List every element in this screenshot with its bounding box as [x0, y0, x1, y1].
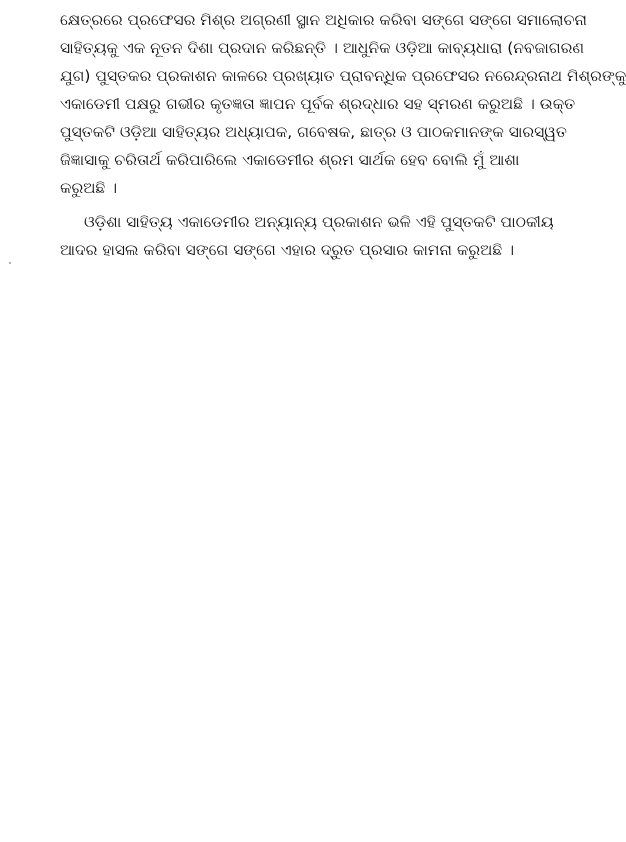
paragraph-2 [60, 208, 554, 264]
text-line: ଆଦର ହାସଲ କରିବା ସଙ୍ଗେ ସଙ୍ଗେ ଏହାର ଦ୍ରୁତ ପ୍ରସାର କାମନା କରୁଅଛି । [60, 241, 515, 259]
text-line: ଓଡ଼ିଶା ସାହିତ୍ୟ ଏକାଡେମୀର ଅନ୍ୟାନ୍ୟ ପ୍ରକାଶନ ଭଳି ଏହି ପୁସ୍ତକଟି ପାଠକୀୟ [84, 213, 554, 231]
text-line: ଜିଜ୍ଞାସାକୁ ଚରିତାର୍ଥ କରିପାରିଲେ ଏକାଡେମୀର ଶ୍ରମ ସାର୍ଥକ ହେବ ବୋଲି ମୁଁ ଆଶା [60, 151, 520, 169]
margin-speck [9, 262, 11, 264]
text-line: ଏକାଡେମୀ ପକ୍ଷରୁ ଗଭୀର କୃତଜ୍ଞତା ଜ୍ଞାପନ ପୂର୍ବକ ଶ୍ରଦ୍ଧାର ସହ ସ୍ମରଣ କରୁଅଛି । ଉକ୍ତ [60, 95, 576, 113]
text-line: କରୁଅଛି । [60, 179, 118, 197]
paragraph-1 [60, 6, 626, 202]
body-text [60, 6, 626, 264]
text-line: ଯୁଗ) ପୁସ୍ତକର ପ୍ରକାଶନ କାଳରେ ପ୍ରଖ୍ୟାତ ପ୍ରାବନ୍ଧିକ ପ୍ରଫେସର ନରେନ୍ଦ୍ରନାଥ ମିଶ୍ରଙ୍କୁ [60, 67, 626, 85]
text-line: ପୁସ୍ତକଟି ଓଡ଼ିଆ ସାହିତ୍ୟର ଅଧ୍ୟାପକ, ଗବେଷକ, ଛାତ୍ର ଓ ପାଠକମାନଙ୍କ ସାରସ୍ୱତ [60, 123, 567, 141]
text-line: ସାହିତ୍ୟକୁ ଏକ ନୂତନ ଦିଶା ପ୍ରଦାନ କରିଛନ୍ତି । ଆଧୁନିକ ଓଡ଼ିଆ କାବ୍ୟଧାରା (ନବଜାଗରଣ [60, 39, 585, 57]
text-line: କ୍ଷେତ୍ରରେ ପ୍ରଫେସର ମିଶ୍ର ଅଗ୍ରଣୀ ସ୍ଥାନ ଅଧିକାର କରିବା ସଙ୍ଗେ ସଙ୍ଗେ ସମାଲୋଚନା [60, 11, 587, 29]
